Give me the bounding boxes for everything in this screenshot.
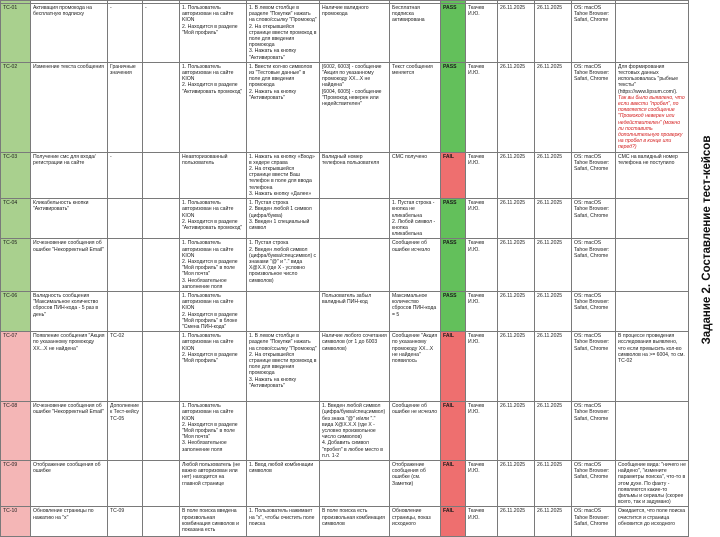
- tc-created-date-cell[interactable]: [498, 62, 535, 152]
- tc-run-date-cell[interactable]: [535, 62, 572, 152]
- tc-run-date-text: 26.11.2025: [537, 333, 563, 340]
- table-row: [1, 332, 689, 402]
- table-row: [1, 291, 689, 331]
- tc-name-text: Изменение текста сообщения: [33, 63, 104, 70]
- tc-id-cell[interactable]: [1, 152, 31, 198]
- tc-expected-text: Сообщение об ошибке не исчезло: [392, 403, 438, 416]
- tc-created-date-text: 26.11.2025: [500, 5, 526, 11]
- tc-comment-red-note: Так вы было выявлено, что если ввести "пробел", по появляется сообщение "Промокод неверен или недействителен" (можно ли поставить дополнительную проверку на пробел в конце или перед?): [618, 94, 685, 151]
- tc-prerequisites-cell[interactable]: [180, 239, 247, 292]
- tc-env-text: -: [145, 5, 147, 11]
- tc-precondition-text: Граничные значения: [110, 63, 136, 77]
- tc-run-date-text: 26.11.2025: [537, 292, 563, 299]
- tc-run-date-text: 26.11.2025: [537, 240, 563, 247]
- tc-created-date-cell[interactable]: [498, 239, 535, 292]
- tc-env-cell[interactable]: [143, 152, 180, 198]
- tc-run-date-cell[interactable]: [535, 199, 572, 239]
- tc-author-cell[interactable]: [466, 199, 498, 239]
- tc-name-cell[interactable]: [31, 507, 108, 537]
- table-row: [1, 507, 689, 537]
- table-row: [1, 4, 689, 63]
- tc-name-cell[interactable]: [31, 4, 108, 63]
- tc-name-cell[interactable]: [31, 152, 108, 198]
- tc-comment-cell[interactable]: [616, 460, 689, 506]
- tc-created-date-text: 26.11.2025: [500, 292, 526, 299]
- tc-author-text: Ткачев И.Ю.: [468, 403, 485, 416]
- tc-comment-text: Для формирования тестовых данных использовалась "рыбные тексты" (https://www.lipsum.com/).: [618, 63, 679, 95]
- tc-id-cell[interactable]: [1, 62, 31, 152]
- tc-name-text: Обновление страницы по нажатию на "х": [33, 508, 94, 521]
- tc-author-cell[interactable]: [466, 62, 498, 152]
- tc-env-cell[interactable]: [143, 402, 180, 461]
- tc-comment-text: Сообщение вида: "ничего не найдено", "измените параметры поиска", что-то в этом духе. По факту - появляются какие-то фильмы и сериалы (скорее всего, так и задумано): [618, 461, 686, 506]
- tc-id-text: TC-09: [3, 461, 18, 468]
- tc-result-text: PASS: [443, 200, 457, 207]
- tc-steps-cell[interactable]: [247, 62, 320, 152]
- tc-prerequisites-cell[interactable]: [180, 152, 247, 198]
- tc-author-cell[interactable]: [466, 507, 498, 537]
- tc-test-data-cell[interactable]: [320, 152, 390, 198]
- tc-env-cell[interactable]: [143, 507, 180, 537]
- tc-expected-cell[interactable]: [390, 291, 441, 331]
- tc-test-data-text: Наличие валидного промокода: [322, 5, 369, 18]
- tc-precondition-cell[interactable]: [108, 199, 143, 239]
- tc-id-cell[interactable]: [1, 4, 31, 63]
- tc-precondition-cell[interactable]: [108, 239, 143, 292]
- tc-env-cell[interactable]: [143, 239, 180, 292]
- tc-steps-text: 1. Нажать на кнопку «Вход» в хедере справа 2. На открывшейся странице ввести Ваш телефон в поле для ввода телефона 3. Нажать кнопку «Далее»: [249, 153, 315, 197]
- tc-run-date-text: 26.11.2025: [537, 63, 563, 70]
- tc-created-date-cell[interactable]: [498, 460, 535, 506]
- tc-created-date-text: 26.11.2025: [500, 240, 526, 247]
- tc-id-cell[interactable]: [1, 460, 31, 506]
- tc-created-date-cell[interactable]: [498, 332, 535, 402]
- tc-expected-cell[interactable]: [390, 62, 441, 152]
- tc-comment-cell[interactable]: [616, 62, 689, 152]
- tc-comment-cell[interactable]: [616, 291, 689, 331]
- tc-created-date-text: 26.11.2025: [500, 403, 526, 410]
- tc-comment-cell[interactable]: [616, 239, 689, 292]
- tc-author-text: Ткачев И.Ю.: [468, 240, 485, 253]
- tc-author-text: Ткачев И.Ю.: [468, 461, 485, 475]
- tc-test-data-text: [6002, 6003] - сообщение "Акция по указанному промокоду ХХ...Х не найдена" [6004, 6005] - сообщение "Промокод неверен или недействителен": [322, 63, 382, 108]
- tc-result-cell[interactable]: [441, 62, 466, 152]
- tc-prerequisites-cell[interactable]: [180, 402, 247, 461]
- tc-precondition-cell[interactable]: [108, 507, 143, 537]
- tc-result-text: FAIL: [443, 333, 455, 340]
- tc-comment-cell[interactable]: [616, 199, 689, 239]
- tc-run-date-text: 26.11.2025: [537, 200, 563, 207]
- tc-environment-cell[interactable]: [572, 152, 616, 198]
- tc-test-data-cell[interactable]: [320, 4, 390, 63]
- tc-created-date-cell[interactable]: [498, 4, 535, 63]
- tc-prerequisites-cell[interactable]: [180, 4, 247, 63]
- tc-test-data-cell[interactable]: [320, 402, 390, 461]
- tc-prerequisites-text: 1. Пользователь авторизован на сайте KION 2. Находится в разделе "Активировать промокод": [182, 63, 243, 95]
- tc-comment-cell[interactable]: [616, 152, 689, 198]
- tc-precondition-cell[interactable]: [108, 402, 143, 461]
- tc-precondition-cell[interactable]: [108, 152, 143, 198]
- tc-result-cell[interactable]: [441, 152, 466, 198]
- tc-id-cell[interactable]: [1, 507, 31, 537]
- tc-expected-cell[interactable]: [390, 152, 441, 198]
- tc-created-date-cell[interactable]: [498, 507, 535, 537]
- tc-environment-text: OS: macOS Tahoe Browser: Safari, Chrome: [574, 461, 610, 481]
- tc-steps-cell[interactable]: [247, 507, 320, 537]
- tc-environment-text: OS: macOS Tahoe Browser: Safari, Chrome: [574, 240, 610, 259]
- tc-result-cell[interactable]: [441, 332, 466, 402]
- tc-created-date-cell[interactable]: [498, 199, 535, 239]
- tc-run-date-text: 26.11.2025: [537, 461, 563, 468]
- tc-expected-text: Максимальное количество сбросов ПИН-кода = 5: [392, 292, 437, 318]
- tc-environment-text: OS: macOS Tahoe Browser: Safari, Chrome: [574, 153, 610, 173]
- tc-environment-cell[interactable]: [572, 507, 616, 537]
- tc-created-date-text: 26.11.2025: [500, 63, 526, 70]
- tc-test-data-text: Наличие любого сочетания символов (от 1 до 6003 символов): [322, 333, 387, 352]
- tc-env-cell[interactable]: [143, 199, 180, 239]
- tc-author-cell[interactable]: [466, 239, 498, 292]
- tc-created-date-cell[interactable]: [498, 152, 535, 198]
- tc-steps-text: 1. Ввод любой комбинации символов: [249, 461, 314, 475]
- tc-result-cell[interactable]: [441, 402, 466, 461]
- tc-author-text: Ткачев И.Ю.: [468, 292, 485, 306]
- tc-result-cell[interactable]: [441, 507, 466, 537]
- tc-run-date-cell[interactable]: [535, 4, 572, 63]
- tc-created-date-text: 26.11.2025: [500, 200, 526, 207]
- tc-run-date-cell[interactable]: [535, 460, 572, 506]
- tc-created-date-cell[interactable]: [498, 291, 535, 331]
- tc-result-cell[interactable]: [441, 239, 466, 292]
- tc-id-cell[interactable]: [1, 199, 31, 239]
- tc-environment-cell[interactable]: [572, 199, 616, 239]
- tc-id-text: TC-01: [3, 5, 18, 11]
- tc-test-data-text: В поле поиска есть произвольная комбинация символов: [322, 508, 385, 527]
- tc-environment-cell[interactable]: [572, 291, 616, 331]
- tc-name-cell[interactable]: [31, 291, 108, 331]
- tc-id-text: TC-08: [3, 403, 18, 410]
- tc-name-cell[interactable]: [31, 62, 108, 152]
- tc-author-cell[interactable]: [466, 402, 498, 461]
- tc-prerequisites-cell[interactable]: [180, 332, 247, 402]
- tc-prerequisites-text: Неавторизованный пользователь: [182, 153, 228, 166]
- tc-environment-cell[interactable]: [572, 460, 616, 506]
- tc-precondition-cell[interactable]: [108, 460, 143, 506]
- tc-steps-cell[interactable]: [247, 402, 320, 461]
- tc-env-cell[interactable]: [143, 291, 180, 331]
- tc-steps-cell[interactable]: [247, 460, 320, 506]
- tc-environment-text: OS: macOS Tahoe Browser: Safari, Chrome: [574, 63, 610, 83]
- tc-expected-text: Сообщение об ошибке исчезло: [392, 240, 431, 253]
- tc-expected-cell[interactable]: [390, 507, 441, 537]
- tc-result-cell[interactable]: [441, 460, 466, 506]
- tc-result-text: PASS: [443, 292, 457, 299]
- tc-author-cell[interactable]: [466, 460, 498, 506]
- tc-result-text: PASS: [443, 63, 457, 70]
- tc-test-data-text: Валидный номер телефона пользователя: [322, 153, 380, 166]
- tc-steps-text: 1. В левом столбце в разделе "Покупки" нажать на слово/ссылку "Промокод" 2. На открывшейся странице ввести промокод в поле для введения промокода 3. Нажать на кнопку "Активировать": [249, 5, 317, 61]
- tc-comment-cell[interactable]: [616, 402, 689, 461]
- table-row: [1, 62, 689, 152]
- tc-prerequisites-cell[interactable]: [180, 291, 247, 331]
- tc-prerequisites-text: 1. Пользователь авторизован на сайте KION 2. Находится в разделе "Мой профиль" в поле "Моя почта" 3. Необязательное заполнение поля: [182, 403, 238, 453]
- tc-id-cell[interactable]: [1, 291, 31, 331]
- tc-author-cell[interactable]: [466, 4, 498, 63]
- tc-steps-cell[interactable]: [247, 199, 320, 239]
- tc-author-cell[interactable]: [466, 152, 498, 198]
- tc-environment-text: OS: macOS Tahoe Browser: Safari, Chrome: [574, 508, 610, 527]
- tc-name-text: Получение смс для входа/регистрации на сайте: [33, 153, 96, 166]
- tc-id-cell[interactable]: [1, 402, 31, 461]
- table-row: [1, 199, 689, 239]
- tc-expected-cell[interactable]: [390, 4, 441, 63]
- tc-result-text: FAIL: [443, 508, 455, 515]
- tc-environment-text: OS: macOS Tahoe Browser: Safari, Chrome: [574, 403, 610, 422]
- tc-comment-cell[interactable]: [616, 332, 689, 402]
- tc-id-text: TC-06: [3, 292, 18, 299]
- tc-environment-text: OS: macOS Tahoe Browser: Safari, Chrome: [574, 5, 610, 24]
- tc-prerequisites-cell[interactable]: [180, 62, 247, 152]
- tc-name-text: Активация промокода на бесплатную подписку: [33, 5, 92, 18]
- tc-run-date-cell[interactable]: [535, 332, 572, 402]
- tc-precondition-text: Дополнение к Тест-кейсу TC-05: [110, 403, 139, 422]
- tc-result-cell[interactable]: [441, 4, 466, 63]
- tc-env-cell[interactable]: [143, 332, 180, 402]
- tc-expected-cell[interactable]: [390, 239, 441, 292]
- tc-name-text: Отображение сообщения об ошибке: [33, 461, 101, 475]
- tc-expected-cell[interactable]: [390, 199, 441, 239]
- tc-precondition-cell[interactable]: [108, 4, 143, 63]
- tc-result-text: PASS: [443, 240, 457, 247]
- tc-prerequisites-text: 1. Пользователь авторизован на сайте KION 2. Находится в разделе "Мой профиль": [182, 333, 238, 364]
- tc-run-date-cell[interactable]: [535, 291, 572, 331]
- tc-result-text: FAIL: [443, 153, 455, 160]
- tc-result-text: FAIL: [443, 403, 455, 410]
- tc-prerequisites-text: 1. Пользователь авторизован на сайте KION 2. Находится в разделе "Мой профиль" в блоке "Смена ПИН-кода": [182, 292, 238, 330]
- tc-steps-text: 1. В левом столбце в разделе "Покупки" нажать на слово/ссылку "Промокод" 2. На открывшейся странице ввести промокод в поле для введения промокода 3. Нажать на кнопку "Активировать": [249, 333, 317, 389]
- tc-author-text: Ткачев И.Ю.: [468, 200, 485, 213]
- tc-prerequisites-text: Любой пользователь (не важно авторизован или нет) находится на главной странице: [182, 461, 241, 487]
- tc-environment-text: OS: macOS Tahoe Browser: Safari, Chrome: [574, 292, 610, 312]
- tc-id-text: TC-10: [3, 508, 18, 515]
- tc-created-date-text: 26.11.2025: [500, 153, 526, 160]
- tc-result-text: PASS: [443, 5, 457, 11]
- tc-result-cell[interactable]: [441, 199, 466, 239]
- tc-id-text: TC-05: [3, 240, 18, 247]
- tc-expected-text: Обновление страницы, показ исходного: [392, 508, 431, 527]
- tc-result-cell[interactable]: [441, 291, 466, 331]
- tc-prerequisites-text: 1. Пользователь авторизован на сайте KION 2. Находится в разделе "Активировать промокод": [182, 200, 243, 231]
- tc-author-cell[interactable]: [466, 332, 498, 402]
- tc-expected-cell[interactable]: [390, 402, 441, 461]
- tc-author-cell[interactable]: [466, 291, 498, 331]
- tc-test-data-cell[interactable]: [320, 291, 390, 331]
- tc-result-text: FAIL: [443, 461, 455, 468]
- tc-test-data-text: 1. Введен любой символ (цифра/буква/спецсимвол) без знака "@" и/или "." вида X@X.X.X (где X - условно произвольное число символов) 4. Добавить символ "пробел" в любое место в п.п. 1-2: [322, 403, 386, 459]
- tc-expected-text: Сообщение "Акция по указанному промокоду ХХ...Х не найдена" появилось: [392, 333, 438, 364]
- tc-test-data-cell[interactable]: [320, 62, 390, 152]
- tc-name-text: Кликабельность кнопки "Активировать": [33, 200, 89, 213]
- tc-steps-text: 1. Пользователь нажимает на "х", чтобы очистить поле поиска: [249, 508, 315, 527]
- tc-precondition-text: -: [110, 5, 112, 11]
- tc-id-text: TC-03: [3, 153, 18, 160]
- tc-run-date-cell[interactable]: [535, 402, 572, 461]
- tc-expected-cell[interactable]: [390, 460, 441, 506]
- tc-created-date-text: 26.11.2025: [500, 333, 526, 340]
- tc-expected-text: Бесплатная подписка активирована: [392, 5, 425, 24]
- tc-steps-cell[interactable]: [247, 239, 320, 292]
- tc-comment-text: В процессе проведения исследования выявлено, что если превысить кол-во символов на >= 6004, то см. TC-02: [618, 333, 685, 364]
- tc-environment-cell[interactable]: [572, 239, 616, 292]
- tc-test-data-cell[interactable]: [320, 460, 390, 506]
- table-row: [1, 152, 689, 198]
- tc-test-data-cell[interactable]: [320, 332, 390, 402]
- tc-test-data-cell[interactable]: [320, 239, 390, 292]
- tc-run-date-cell[interactable]: [535, 152, 572, 198]
- tc-steps-text: 1. Ввести кол-во символов из "Тестовые данные" в поле для введения промокода 2. Нажать на кнопку "Активировать": [249, 63, 313, 101]
- tc-steps-cell[interactable]: [247, 152, 320, 198]
- tc-expected-text: Текст сообщения меняется: [392, 63, 433, 77]
- tc-expected-cell[interactable]: [390, 332, 441, 402]
- tc-test-data-cell[interactable]: [320, 199, 390, 239]
- tc-created-date-text: 26.11.2025: [500, 508, 526, 515]
- tc-run-date-text: 26.11.2025: [537, 153, 563, 160]
- tc-name-cell[interactable]: [31, 199, 108, 239]
- tc-comment-cell[interactable]: [616, 4, 689, 63]
- tc-run-date-text: 26.11.2025: [537, 508, 563, 515]
- tc-prerequisites-cell[interactable]: [180, 507, 247, 537]
- tc-name-text: Появление сообщения "Акция по указанному промокоду ХХ...Х не найдена": [33, 333, 105, 352]
- tc-prerequisites-text: 1. Пользователь авторизован на сайте KION 2. Находится в разделе "Мой профиль": [182, 5, 238, 36]
- tc-env-cell[interactable]: [143, 62, 180, 152]
- tc-author-text: Ткачев И.Ю.: [468, 5, 485, 18]
- tc-author-text: Ткачев И.Ю.: [468, 63, 485, 77]
- tc-comment-text: Ожидается, что поле поиска очистится и страница обновится до исходного: [618, 508, 686, 527]
- tc-steps-cell[interactable]: [247, 291, 320, 331]
- tc-env-cell[interactable]: [143, 460, 180, 506]
- tc-expected-text: Отображение сообщения об ошибке (см. Заметки): [392, 461, 426, 487]
- tc-author-text: Ткачев И.Ю.: [468, 153, 485, 166]
- tc-name-cell[interactable]: [31, 402, 108, 461]
- tc-environment-cell[interactable]: [572, 62, 616, 152]
- tc-environment-cell[interactable]: [572, 332, 616, 402]
- tc-environment-text: OS: macOS Tahoe Browser: Safari, Chrome: [574, 200, 610, 219]
- tc-test-data-text: Пользователь забыл валидный ПИН-код: [322, 292, 372, 306]
- tc-expected-text: 1. Пустая строка - кнопка не кликабельна 2. Любой символ - кнопка кликабельна: [392, 200, 436, 238]
- tc-id-text: TC-02: [3, 63, 18, 70]
- tc-name-cell[interactable]: [31, 239, 108, 292]
- tc-precondition-text: TC-02: [110, 333, 125, 340]
- tc-precondition-cell[interactable]: [108, 62, 143, 152]
- section-title-text: Задание 2. Составление тест-кейсов: [701, 135, 713, 345]
- table-row: [1, 402, 689, 461]
- tc-run-date-cell[interactable]: [535, 239, 572, 292]
- tc-env-cell[interactable]: [143, 4, 180, 63]
- tc-name-text: Исчезновение сообщения об ошибке "Некорректный Email": [33, 403, 105, 416]
- tc-created-date-text: 26.11.2025: [500, 461, 526, 468]
- tc-name-text: Валидность сообщения "Максимальное количество сбросов ПИН-кода - 5 раз в день": [33, 292, 99, 318]
- tc-created-date-cell[interactable]: [498, 402, 535, 461]
- vertical-section-title: [696, 0, 718, 480]
- tc-name-cell[interactable]: [31, 332, 108, 402]
- tc-precondition-cell[interactable]: [108, 332, 143, 402]
- tc-precondition-cell[interactable]: [108, 291, 143, 331]
- tc-steps-text: 1. Пустая строка 2. Введен любой 1 символ (цифра/буква) 3. Введен 1 специальный символ: [249, 200, 312, 231]
- tc-author-text: Ткачев И.Ю.: [468, 508, 485, 521]
- tc-id-text: TC-04: [3, 200, 18, 207]
- tc-run-date-text: 26.11.2025: [537, 5, 563, 11]
- tc-comment-cell[interactable]: [616, 507, 689, 537]
- table-row: [1, 239, 689, 292]
- tc-prerequisites-cell[interactable]: [180, 460, 247, 506]
- tc-test-data-cell[interactable]: [320, 507, 390, 537]
- tc-id-cell[interactable]: [1, 239, 31, 292]
- tc-environment-cell[interactable]: [572, 402, 616, 461]
- tc-expected-text: СМС получено: [392, 153, 428, 160]
- tc-precondition-text: -: [110, 153, 112, 160]
- table-row: [1, 460, 689, 506]
- tc-steps-cell[interactable]: [247, 332, 320, 402]
- tc-prerequisites-cell[interactable]: [180, 199, 247, 239]
- tc-id-cell[interactable]: [1, 332, 31, 402]
- tc-name-cell[interactable]: [31, 460, 108, 506]
- tc-prerequisites-text: В поле поиска введена произвольная комбинация символов и показана есть: [182, 508, 240, 534]
- tc-author-text: Ткачев И.Ю.: [468, 333, 485, 346]
- tc-steps-text: 1. Пустая строка 2. Введен любой символ (цифра/буква/спецсимвол) с знаками "@" и "." вида X@X.X (где X - условно произвольное число символов): [249, 240, 317, 284]
- tc-prerequisites-text: 1. Пользователь авторизован на сайте KION 2. Находится в разделе "Мой профиль" в поле "Моя почта" 3. Необязательное заполнение поля: [182, 240, 238, 290]
- tc-comment-text: СМС на валидный номер телефона не поступило: [618, 153, 678, 166]
- tc-environment-text: OS: macOS Tahoe Browser: Safari, Chrome: [574, 333, 610, 352]
- tc-environment-cell[interactable]: [572, 4, 616, 63]
- tc-id-text: TC-07: [3, 333, 18, 340]
- tc-steps-cell[interactable]: [247, 4, 320, 63]
- tc-run-date-text: 26.11.2025: [537, 403, 563, 410]
- tc-precondition-text: TC-09: [110, 508, 125, 515]
- tc-name-text: Исчезновение сообщения об ошибке "Некорректный Email": [33, 240, 105, 253]
- tc-run-date-cell[interactable]: [535, 507, 572, 537]
